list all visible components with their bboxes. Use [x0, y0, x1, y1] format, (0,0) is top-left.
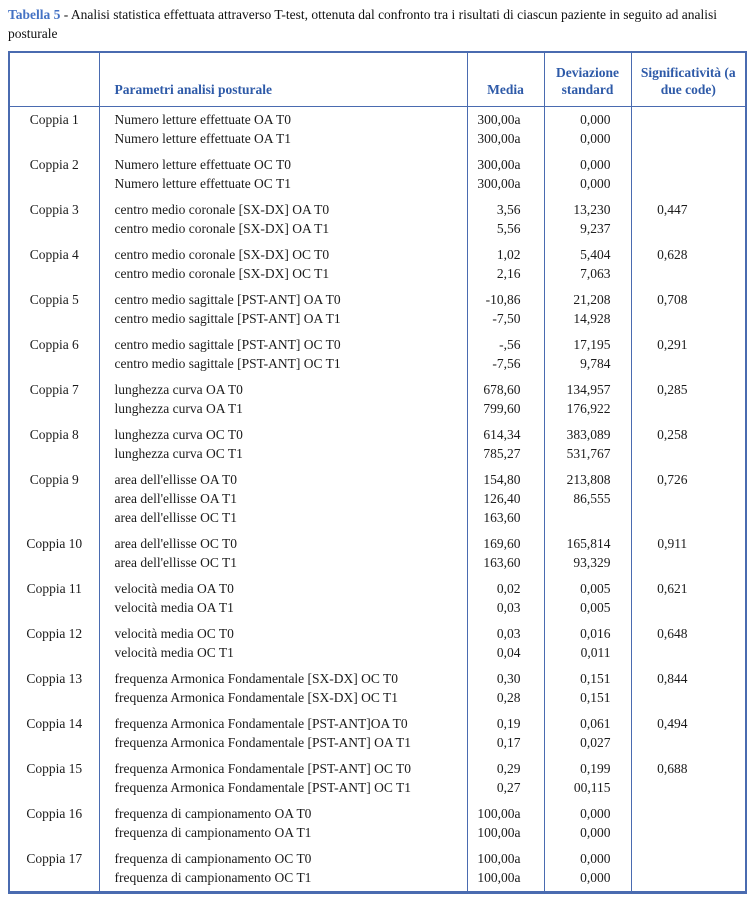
cell-parametro: frequenza di campionamento OA T0	[99, 801, 467, 823]
header-deviazione-standard: Deviazione standard	[544, 52, 631, 107]
table-row	[9, 287, 746, 309]
cell-deviazione-standard: 165,814	[544, 531, 631, 553]
cell-coppia-label	[9, 174, 99, 197]
cell-parametro: area dell'ellisse OC T1	[99, 553, 467, 576]
cell-media: 300,00a	[467, 152, 544, 174]
cell-deviazione-standard: 9,237	[544, 219, 631, 242]
cell-parametro: centro medio sagittale [PST-ANT] OA T0	[99, 287, 467, 309]
cell-significativita	[631, 778, 746, 801]
cell-significativita	[631, 107, 746, 130]
cell-parametro: Numero letture effettuate OC T0	[99, 152, 467, 174]
cell-significativita: 0,726	[631, 467, 746, 489]
cell-parametro: frequenza Armonica Fondamentale [PST-ANT] OA T1	[99, 733, 467, 756]
cell-deviazione-standard: 531,767	[544, 444, 631, 467]
cell-significativita	[631, 868, 746, 893]
cell-coppia-label: Coppia 3	[9, 197, 99, 219]
cell-deviazione-standard: 0,000	[544, 823, 631, 846]
cell-coppia-label	[9, 688, 99, 711]
header-media: Media	[467, 52, 544, 107]
header-parametri-analisi-posturale: Parametri analisi posturale	[99, 52, 467, 107]
table-caption	[8, 5, 745, 43]
cell-media: 0,19	[467, 711, 544, 733]
cell-deviazione-standard: 86,555	[544, 489, 631, 508]
cell-significativita	[631, 643, 746, 666]
header-significativita: Significatività (a due code)	[631, 52, 746, 107]
cell-coppia-label: Coppia 5	[9, 287, 99, 309]
cell-significativita	[631, 129, 746, 152]
cell-significativita: 0,258	[631, 422, 746, 444]
cell-coppia-label: Coppia 6	[9, 332, 99, 354]
cell-deviazione-standard: 383,089	[544, 422, 631, 444]
cell-deviazione-standard: 0,199	[544, 756, 631, 778]
cell-significativita: 0,628	[631, 242, 746, 264]
cell-significativita	[631, 399, 746, 422]
cell-deviazione-standard: 0,005	[544, 576, 631, 598]
cell-coppia-label	[9, 823, 99, 846]
cell-media: 100,00a	[467, 801, 544, 823]
cell-parametro: velocità media OC T0	[99, 621, 467, 643]
cell-media: 1,02	[467, 242, 544, 264]
cell-coppia-label	[9, 129, 99, 152]
cell-coppia-label: Coppia 14	[9, 711, 99, 733]
cell-deviazione-standard: 0,000	[544, 868, 631, 893]
cell-parametro: frequenza Armonica Fondamentale [PST-ANT] OC T0	[99, 756, 467, 778]
table-row	[9, 467, 746, 489]
cell-significativita	[631, 219, 746, 242]
cell-deviazione-standard: 0,027	[544, 733, 631, 756]
cell-media: 100,00a	[467, 823, 544, 846]
cell-media: 0,30	[467, 666, 544, 688]
cell-coppia-label	[9, 354, 99, 377]
cell-parametro: centro medio sagittale [PST-ANT] OC T0	[99, 332, 467, 354]
cell-significativita	[631, 688, 746, 711]
cell-significativita: 0,844	[631, 666, 746, 688]
cell-media: 2,16	[467, 264, 544, 287]
cell-media: 614,34	[467, 422, 544, 444]
cell-deviazione-standard: 9,784	[544, 354, 631, 377]
cell-media: 163,60	[467, 508, 544, 531]
cell-deviazione-standard: 17,195	[544, 332, 631, 354]
cell-deviazione-standard: 7,063	[544, 264, 631, 287]
cell-coppia-label: Coppia 1	[9, 107, 99, 130]
table-row	[9, 553, 746, 576]
cell-deviazione-standard: 00,115	[544, 778, 631, 801]
cell-deviazione-standard: 213,808	[544, 467, 631, 489]
table-row	[9, 666, 746, 688]
cell-media: -7,50	[467, 309, 544, 332]
cell-coppia-label	[9, 264, 99, 287]
cell-media: 100,00a	[467, 846, 544, 868]
table-header-row	[9, 52, 746, 107]
cell-parametro: frequenza di campionamento OC T1	[99, 868, 467, 893]
cell-coppia-label: Coppia 16	[9, 801, 99, 823]
cell-deviazione-standard: 0,151	[544, 666, 631, 688]
cell-significativita	[631, 174, 746, 197]
cell-coppia-label	[9, 868, 99, 893]
cell-parametro: velocità media OA T1	[99, 598, 467, 621]
cell-coppia-label	[9, 733, 99, 756]
cell-significativita	[631, 846, 746, 868]
cell-parametro: lunghezza curva OA T0	[99, 377, 467, 399]
cell-deviazione-standard: 0,151	[544, 688, 631, 711]
table-row	[9, 733, 746, 756]
cell-deviazione-standard: 0,000	[544, 801, 631, 823]
cell-media: 0,27	[467, 778, 544, 801]
cell-media: 785,27	[467, 444, 544, 467]
cell-significativita	[631, 553, 746, 576]
cell-coppia-label	[9, 643, 99, 666]
cell-significativita	[631, 152, 746, 174]
cell-coppia-label: Coppia 15	[9, 756, 99, 778]
table-row	[9, 688, 746, 711]
cell-parametro: frequenza Armonica Fondamentale [PST-ANT]OA T0	[99, 711, 467, 733]
cell-coppia-label: Coppia 8	[9, 422, 99, 444]
cell-parametro: lunghezza curva OA T1	[99, 399, 467, 422]
cell-significativita: 0,911	[631, 531, 746, 553]
cell-deviazione-standard: 13,230	[544, 197, 631, 219]
cell-media: 0,03	[467, 598, 544, 621]
cell-significativita: 0,291	[631, 332, 746, 354]
cell-media: 3,56	[467, 197, 544, 219]
cell-significativita	[631, 264, 746, 287]
cell-media: 0,02	[467, 576, 544, 598]
cell-significativita	[631, 508, 746, 531]
cell-parametro: area dell'ellisse OC T1	[99, 508, 467, 531]
cell-deviazione-standard: 0,011	[544, 643, 631, 666]
cell-deviazione-standard: 5,404	[544, 242, 631, 264]
cell-significativita	[631, 354, 746, 377]
table-row	[9, 422, 746, 444]
cell-parametro: Numero letture effettuate OC T1	[99, 174, 467, 197]
table-row	[9, 242, 746, 264]
cell-coppia-label	[9, 444, 99, 467]
cell-media: 0,29	[467, 756, 544, 778]
cell-significativita	[631, 801, 746, 823]
cell-parametro: frequenza Armonica Fondamentale [SX-DX] OC T0	[99, 666, 467, 688]
cell-parametro: lunghezza curva OC T1	[99, 444, 467, 467]
cell-significativita	[631, 733, 746, 756]
cell-deviazione-standard: 0,061	[544, 711, 631, 733]
table-row	[9, 399, 746, 422]
cell-parametro: Numero letture effettuate OA T1	[99, 129, 467, 152]
cell-coppia-label: Coppia 13	[9, 666, 99, 688]
cell-media: 0,04	[467, 643, 544, 666]
cell-media: 154,80	[467, 467, 544, 489]
cell-parametro: frequenza di campionamento OC T0	[99, 846, 467, 868]
table-row	[9, 152, 746, 174]
cell-significativita: 0,447	[631, 197, 746, 219]
cell-parametro: velocità media OC T1	[99, 643, 467, 666]
t-test-results-table	[8, 51, 747, 894]
table-row	[9, 801, 746, 823]
cell-significativita: 0,621	[631, 576, 746, 598]
cell-parametro: frequenza di campionamento OA T1	[99, 823, 467, 846]
cell-parametro: centro medio coronale [SX-DX] OC T1	[99, 264, 467, 287]
cell-deviazione-standard: 93,329	[544, 553, 631, 576]
table-row	[9, 444, 746, 467]
table-row	[9, 309, 746, 332]
table-row	[9, 868, 746, 893]
cell-parametro: area dell'ellisse OA T0	[99, 467, 467, 489]
table-caption-text: - Analisi statistica effettuata attraverso T-test, ottenuta dal confronto tra i risultati di ciascun paziente in seguito ad analisi posturale	[8, 7, 717, 41]
table-row	[9, 219, 746, 242]
cell-significativita: 0,708	[631, 287, 746, 309]
cell-deviazione-standard: 176,922	[544, 399, 631, 422]
cell-media: -,56	[467, 332, 544, 354]
cell-coppia-label	[9, 553, 99, 576]
table-row	[9, 823, 746, 846]
table-row	[9, 643, 746, 666]
header-coppia-empty	[9, 52, 99, 107]
cell-parametro: lunghezza curva OC T0	[99, 422, 467, 444]
cell-deviazione-standard: 0,000	[544, 174, 631, 197]
table-row	[9, 197, 746, 219]
cell-coppia-label	[9, 508, 99, 531]
table-row	[9, 846, 746, 868]
cell-coppia-label	[9, 598, 99, 621]
cell-parametro: centro medio sagittale [PST-ANT] OA T1	[99, 309, 467, 332]
cell-parametro: frequenza Armonica Fondamentale [SX-DX] OC T1	[99, 688, 467, 711]
cell-deviazione-standard: 0,000	[544, 107, 631, 130]
cell-media: 163,60	[467, 553, 544, 576]
cell-deviazione-standard: 0,000	[544, 152, 631, 174]
cell-coppia-label: Coppia 2	[9, 152, 99, 174]
cell-deviazione-standard: 134,957	[544, 377, 631, 399]
cell-coppia-label: Coppia 9	[9, 467, 99, 489]
cell-media: -7,56	[467, 354, 544, 377]
table-row	[9, 354, 746, 377]
cell-parametro: velocità media OA T0	[99, 576, 467, 598]
table-body	[9, 107, 746, 893]
cell-parametro: area dell'ellisse OC T0	[99, 531, 467, 553]
cell-parametro: centro medio coronale [SX-DX] OC T0	[99, 242, 467, 264]
cell-deviazione-standard: 0,000	[544, 129, 631, 152]
cell-media: 0,28	[467, 688, 544, 711]
table-row	[9, 377, 746, 399]
cell-coppia-label: Coppia 11	[9, 576, 99, 598]
cell-deviazione-standard: 0,016	[544, 621, 631, 643]
cell-deviazione-standard: 14,928	[544, 309, 631, 332]
table-row	[9, 508, 746, 531]
table-row	[9, 621, 746, 643]
cell-media: 300,00a	[467, 129, 544, 152]
cell-deviazione-standard: 0,000	[544, 846, 631, 868]
cell-media: 0,03	[467, 621, 544, 643]
cell-parametro: Numero letture effettuate OA T0	[99, 107, 467, 130]
table-row	[9, 756, 746, 778]
cell-significativita	[631, 598, 746, 621]
cell-coppia-label: Coppia 17	[9, 846, 99, 868]
table-row	[9, 264, 746, 287]
table-row	[9, 778, 746, 801]
cell-parametro: centro medio coronale [SX-DX] OA T1	[99, 219, 467, 242]
table-row	[9, 174, 746, 197]
table-row	[9, 711, 746, 733]
table-row	[9, 598, 746, 621]
cell-media: 300,00a	[467, 174, 544, 197]
cell-media: 0,17	[467, 733, 544, 756]
cell-media: 799,60	[467, 399, 544, 422]
cell-coppia-label: Coppia 4	[9, 242, 99, 264]
cell-media: 100,00a	[467, 868, 544, 893]
cell-significativita: 0,285	[631, 377, 746, 399]
cell-parametro: centro medio sagittale [PST-ANT] OC T1	[99, 354, 467, 377]
cell-deviazione-standard: 21,208	[544, 287, 631, 309]
cell-significativita	[631, 309, 746, 332]
table-row	[9, 107, 746, 130]
cell-significativita	[631, 444, 746, 467]
cell-deviazione-standard: 0,005	[544, 598, 631, 621]
cell-parametro: area dell'ellisse OA T1	[99, 489, 467, 508]
cell-media: 126,40	[467, 489, 544, 508]
cell-significativita	[631, 823, 746, 846]
cell-parametro: centro medio coronale [SX-DX] OA T0	[99, 197, 467, 219]
cell-significativita: 0,648	[631, 621, 746, 643]
cell-coppia-label	[9, 309, 99, 332]
cell-media: -10,86	[467, 287, 544, 309]
cell-media: 5,56	[467, 219, 544, 242]
table-row	[9, 332, 746, 354]
cell-coppia-label: Coppia 7	[9, 377, 99, 399]
cell-coppia-label	[9, 778, 99, 801]
table-row	[9, 489, 746, 508]
cell-significativita: 0,688	[631, 756, 746, 778]
cell-media: 678,60	[467, 377, 544, 399]
cell-coppia-label	[9, 219, 99, 242]
cell-coppia-label: Coppia 10	[9, 531, 99, 553]
cell-parametro: frequenza Armonica Fondamentale [PST-ANT] OC T1	[99, 778, 467, 801]
cell-significativita	[631, 489, 746, 508]
cell-media: 169,60	[467, 531, 544, 553]
cell-coppia-label	[9, 399, 99, 422]
cell-coppia-label: Coppia 12	[9, 621, 99, 643]
table-row	[9, 576, 746, 598]
cell-media: 300,00a	[467, 107, 544, 130]
table-caption-label: Tabella 5	[8, 7, 61, 22]
cell-coppia-label	[9, 489, 99, 508]
table-row	[9, 129, 746, 152]
cell-significativita: 0,494	[631, 711, 746, 733]
cell-deviazione-standard	[544, 508, 631, 531]
table-row	[9, 531, 746, 553]
